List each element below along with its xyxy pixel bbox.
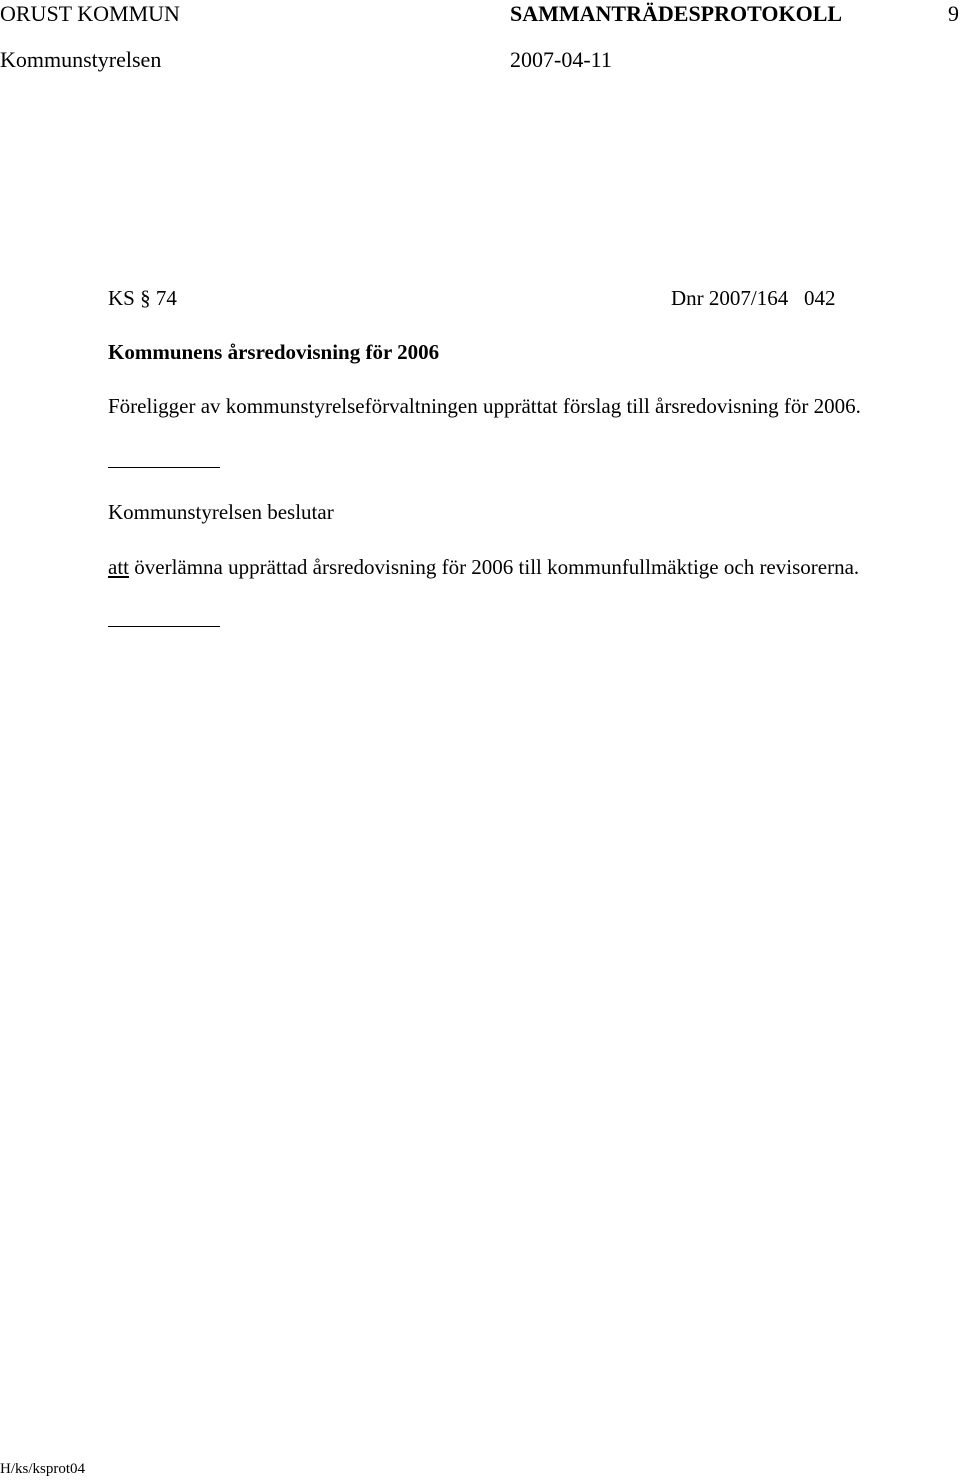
municipality-name: ORUST KOMMUN [0, 1, 180, 26]
decision-lead: Kommunstyrelsen beslutar [108, 500, 334, 524]
att-keyword: att [108, 555, 129, 579]
footer-reference: H/ks/ksprot04 [0, 1461, 86, 1477]
protocol-title: SAMMANTRÄDESPROTOKOLL [510, 1, 843, 26]
item-heading: Kommunens årsredovisning för 2006 [108, 340, 440, 364]
meeting-date: 2007-04-11 [510, 47, 612, 72]
diary-number: Dnr 2007/164 042 [671, 286, 836, 310]
board-name: Kommunstyrelsen [0, 47, 162, 72]
separator-line-end [108, 626, 220, 627]
ks-paragraph-number: KS § 74 [108, 286, 177, 310]
separator-line [108, 467, 220, 468]
decision-paragraph [108, 557, 859, 578]
page-number: 9 [948, 1, 959, 26]
decision-text: överlämna upprättad årsredovisning för 2006 till kommunfullmäktige och revisorerna. [129, 555, 860, 579]
item-intro: Föreligger av kommunstyrelseförvaltningen upprättat förslag till årsredovisning för 2006. [108, 394, 861, 418]
